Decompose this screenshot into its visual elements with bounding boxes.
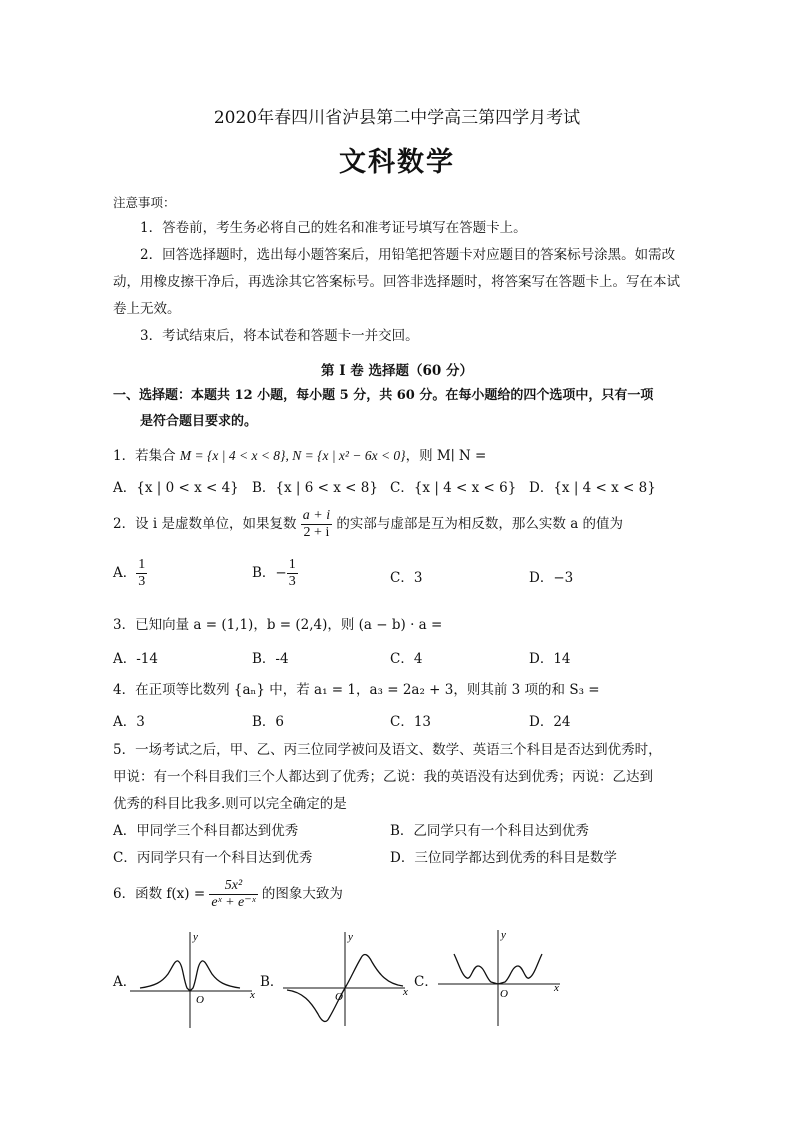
q5-option-d: D．三位同学都达到优秀的科目是数学 (390, 850, 617, 866)
notice-item-3: 3．考试结束后，将本试卷和答题卡一并交回。 (140, 328, 419, 344)
q2-fraction-numerator: a + i (302, 508, 331, 523)
q4-option-b: B．6 (252, 714, 285, 730)
q2-prefix: 2．设 i 是虚数单位，如果复数 (113, 516, 301, 532)
q2-option-b-label: B．− (252, 565, 287, 581)
graph-a-y-label: y (193, 931, 198, 943)
q2-option-a-label: A． (113, 565, 137, 581)
q6-fraction (209, 878, 257, 911)
q2-option-d: D．−3 (529, 570, 574, 586)
q1-option-c: C．{x | 4 < x < 6} (390, 480, 517, 496)
q4-option-d: D．24 (529, 714, 571, 730)
question-6 (113, 878, 343, 911)
section-instruction-line1: 一、选择题：本题共 12 小题，每小题 5 分，共 60 分。在每小题给的四个选项中，只有一项 (113, 388, 654, 403)
notice-item-1: 1．答卷前，考生务必将自己的姓名和准考证号填写在答题卡上。 (140, 220, 527, 236)
q1-suffix: ，则 M∣ N = (405, 448, 487, 464)
q6-fraction-numerator: 5x² (209, 878, 257, 895)
q2-option-b-denominator: 3 (288, 574, 296, 589)
q2-option-a-fraction (136, 557, 147, 590)
question-5-line1: 5．一场考试之后，甲、乙、丙三位同学被问及语文、数学、英语三个科目是否达到优秀时， (113, 742, 662, 758)
q1-prefix: 1．若集合 (113, 448, 180, 464)
question-5-line2: 甲说：有一个科目我们三个人都达到了优秀；乙说：我的英语没有达到优秀；丙说：乙达到 (113, 769, 653, 785)
graph-b-origin-label: O (335, 991, 343, 1003)
q2-fraction-denominator: 2 + i (303, 525, 330, 540)
q2-option-b (252, 557, 298, 590)
q6-graph-c (438, 928, 568, 1028)
question-1 (113, 444, 486, 464)
q1-option-d: D．{x | 4 < x < 8} (529, 480, 656, 496)
q6-label-c: C． (414, 974, 438, 990)
q4-option-c: C．13 (390, 714, 432, 730)
q3-option-d: D．14 (529, 651, 571, 667)
graph-b-x-label: x (403, 986, 408, 998)
notice-item-2: 2．回答选择题时，选出每小题答案后，用铅笔把答题卡对应题目的答案标号涂黑。如需改动，用橡皮擦干净后，再选涂其它答案标号。回答非选择题时，将答案写在答题卡上。写在本试卷上无效。 (113, 247, 680, 317)
q2-option-b-fraction (287, 557, 298, 590)
graph-b-y-label: y (348, 931, 353, 943)
q3-option-a: A．-14 (113, 651, 158, 667)
exam-subtitle: 文科数学 (339, 147, 455, 178)
q4-option-a: A．3 (113, 714, 145, 730)
q5-option-c: C．丙同学只有一个科目达到优秀 (113, 850, 313, 866)
notice-heading: 注意事项： (113, 195, 176, 210)
q2-option-a-denominator: 3 (138, 574, 146, 589)
question-3: 3．已知向量 a = (1,1)，b = (2,4)，则 (a − b) · a = (113, 617, 443, 633)
q3-option-b: B．-4 (252, 651, 289, 667)
q6-label-b: B． (260, 974, 284, 990)
q6-graph-a (130, 928, 260, 1028)
q1-expr: M = {x | 4 < x < 8}, N = {x | x² − 6x < 0} (179, 448, 406, 463)
graph-a-x-label: x (250, 989, 255, 1001)
q6-label-a: A． (113, 974, 137, 990)
question-2 (113, 508, 623, 541)
q5-option-a: A．甲同学三个科目都达到优秀 (113, 823, 299, 839)
question-4: 4．在正项等比数列 {aₙ} 中，若 a₁ = 1，a₃ = 2a₂ + 3，则其前 3 项的和 S₃ = (113, 682, 600, 698)
graph-c-y-label: y (501, 929, 506, 941)
graph-c-x-label: x (554, 982, 559, 994)
section-instruction-line2: 是符合题目要求的。 (140, 414, 258, 429)
q2-suffix: 的实部与虚部是互为相反数，那么实数 a 的值为 (332, 516, 624, 532)
exam-title: 2020年春四川省泸县第二中学高三第四学月考试 (213, 108, 581, 128)
q5-option-b: B．乙同学只有一个科目达到优秀 (390, 823, 589, 839)
q1-option-a: A．{x | 0 < x < 4} (113, 480, 239, 496)
q2-option-a (113, 557, 147, 590)
q6-suffix: 的图象大致为 (257, 886, 343, 902)
q2-option-c: C．3 (390, 570, 423, 586)
graph-c-origin-label: O (500, 988, 508, 1000)
question-5-line3: 优秀的科目比我多.则可以完全确定的是 (113, 796, 347, 812)
q1-option-b: B．{x | 6 < x < 8} (252, 480, 378, 496)
section-title: 第 I 卷 选择题（60 分） (321, 363, 473, 379)
q2-option-b-numerator: 1 (288, 557, 296, 572)
q2-option-a-numerator: 1 (138, 557, 146, 572)
section-instruction (113, 383, 688, 435)
q6-graph-b (283, 928, 413, 1028)
q6-fraction-denominator: eˣ + e⁻ˣ (211, 895, 256, 910)
q6-prefix: 6．函数 f(x) = (113, 886, 210, 902)
q2-fraction (301, 508, 332, 541)
graph-a-origin-label: O (196, 994, 204, 1006)
q3-option-c: C．4 (390, 651, 423, 667)
